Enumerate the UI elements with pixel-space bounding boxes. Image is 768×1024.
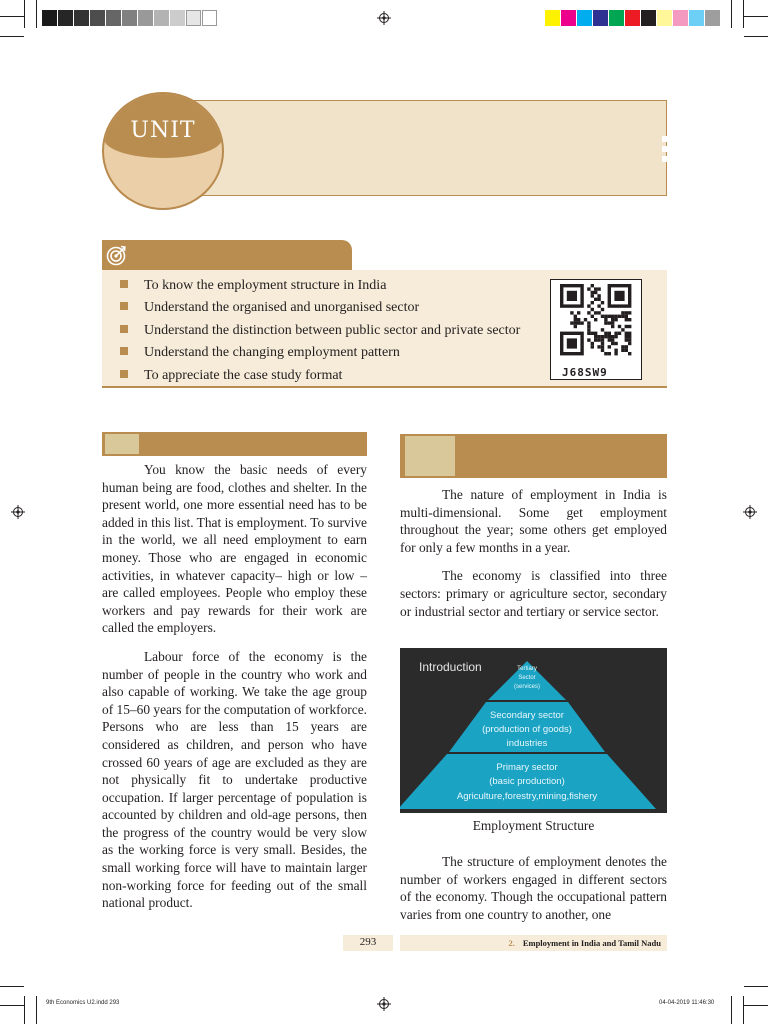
- unit-title-band: [150, 100, 667, 196]
- crop-mark: [744, 1005, 768, 1006]
- employment-structure-figure: [400, 648, 667, 813]
- gray-swatch: [138, 10, 153, 26]
- gray-swatch: [42, 10, 57, 26]
- objective-item: Understand the distinction between public sector and private sector: [120, 321, 520, 343]
- crop-mark: [744, 986, 768, 987]
- section-header-left-accent: [105, 434, 139, 454]
- crop-mark: [0, 1005, 24, 1006]
- color-swatch: [577, 10, 592, 26]
- paragraph: The economy is classified into three sectors: primary or agriculture sector, secondary or industrial sector and tertiary or service sector.: [400, 568, 667, 619]
- chapter-title: Employment in India and Tamil Nadu: [522, 938, 661, 948]
- registration-target-icon: [377, 997, 391, 1011]
- slug-file-info: 9th Economics U2.indd 293: [46, 1000, 120, 1006]
- gray-swatch: [202, 10, 217, 26]
- page-number: 293: [343, 935, 393, 951]
- color-swatch: [689, 10, 704, 26]
- objectives-list: [120, 276, 520, 388]
- tier-label: Secondary sector: [490, 710, 564, 721]
- running-footer: [400, 935, 667, 951]
- color-swatch: [593, 10, 608, 26]
- gray-swatch: [106, 10, 121, 26]
- qr-code-icon: [554, 284, 638, 356]
- paragraph: The structure of employment denotes the number of workers engaged in different sectors of the economy. Though the occupational pattern varies from one country to another, one: [400, 854, 667, 922]
- objective-item: To know the employment structure in India: [120, 276, 520, 298]
- decorative-dots: [662, 136, 668, 162]
- gray-swatch: [74, 10, 89, 26]
- paragraph: Labour force of the economy is the number of people in the country who work and also capable of working. We take the age group of 15–60 years for the computation of workforce. Persons who are less than 15 years are considered as children, and person who have crossed 60 years of age are excluded as they are not physically fit to undertake productive occupation. If larger percentage of population is accounted by children and old-age persons, then the progress of the country would be very slow as the working force is very small. Besides, the small working force will have to maintain larger non-working force for feeding out of the small national product.: [102, 648, 367, 911]
- figure-title: Introduction: [419, 660, 482, 674]
- crop-mark: [731, 0, 732, 28]
- crop-mark: [744, 36, 768, 37]
- figure-caption: Employment Structure: [472, 818, 595, 833]
- gray-swatch: [90, 10, 105, 26]
- crop-mark: [0, 986, 24, 987]
- bullet-icon: [120, 280, 128, 288]
- gray-swatch: [170, 10, 185, 26]
- bullet-icon: [120, 302, 128, 310]
- tier-label: (production of goods): [482, 724, 572, 735]
- color-swatch: [609, 10, 624, 26]
- section-header-left: [102, 432, 367, 456]
- crop-mark: [731, 996, 732, 1024]
- color-swatch: [641, 10, 656, 26]
- crop-mark: [36, 996, 37, 1024]
- gray-swatch: [58, 10, 73, 26]
- gray-swatch: [122, 10, 137, 26]
- color-swatch: [561, 10, 576, 26]
- objective-item: To appreciate the case study format: [120, 366, 520, 388]
- crop-mark: [743, 996, 744, 1024]
- gray-swatch: [186, 10, 201, 26]
- color-swatch: [705, 10, 720, 26]
- crop-mark: [0, 16, 24, 17]
- tier-label: (basic production): [489, 776, 565, 787]
- right-column: [400, 486, 667, 620]
- qr-code-label: J68SW9: [562, 366, 608, 379]
- registration-target-icon: [11, 505, 25, 519]
- tier-label: Tertiary: [517, 666, 537, 672]
- tier-label: (services): [513, 684, 541, 690]
- qr-code[interactable]: [550, 279, 642, 380]
- target-icon: [106, 244, 128, 266]
- crop-mark: [24, 996, 25, 1024]
- tier-label: industries: [506, 738, 548, 749]
- tier-label: Sector: [518, 675, 536, 681]
- color-swatch: [673, 10, 688, 26]
- crop-mark: [0, 36, 24, 37]
- right-column-continued: [400, 853, 667, 923]
- color-swatch: [545, 10, 560, 26]
- chapter-number: 2.: [508, 938, 515, 948]
- tier-label: Primary sector: [496, 762, 558, 773]
- objective-item: Understand the changing employment pattern: [120, 343, 520, 365]
- registration-target-icon: [743, 505, 757, 519]
- crop-mark: [36, 0, 37, 28]
- left-column: [102, 461, 367, 912]
- registration-target-icon: [377, 11, 391, 25]
- bullet-icon: [120, 325, 128, 333]
- objective-item: Understand the organised and unorganised sector: [120, 298, 520, 320]
- bullet-icon: [120, 370, 128, 378]
- bullet-icon: [120, 347, 128, 355]
- unit-label: UNIT: [130, 118, 196, 143]
- crop-mark: [24, 0, 25, 28]
- slug-timestamp: 04-04-2019 11:46:30: [659, 1000, 715, 1006]
- gray-swatch: [154, 10, 169, 26]
- tier-label: Agriculture,forestry,mining,fishery: [456, 791, 598, 802]
- paragraph: You know the basic needs of every human being are food, clothes and shelter. In the present world, one more essential need has to be added in this list. That is employment. To survive in the world, we all need employment to earn money. Those who are engaged in economic activities, in whatever capacity– high or low – are called employees. People who employ these workers and pay rewards for their work are called the employers.: [102, 462, 367, 636]
- color-swatch: [625, 10, 640, 26]
- crop-mark: [744, 16, 768, 17]
- objectives-tab: [102, 240, 352, 270]
- crop-mark: [743, 0, 744, 28]
- section-header-right-accent: [405, 436, 455, 476]
- pyramid-diagram: [400, 648, 667, 813]
- color-swatch: [657, 10, 672, 26]
- paragraph: The nature of employment in India is multi-dimensional. Some get employment throughout the year; some others get employed for only a few months in a year.: [400, 487, 667, 555]
- unit-badge: [102, 92, 224, 210]
